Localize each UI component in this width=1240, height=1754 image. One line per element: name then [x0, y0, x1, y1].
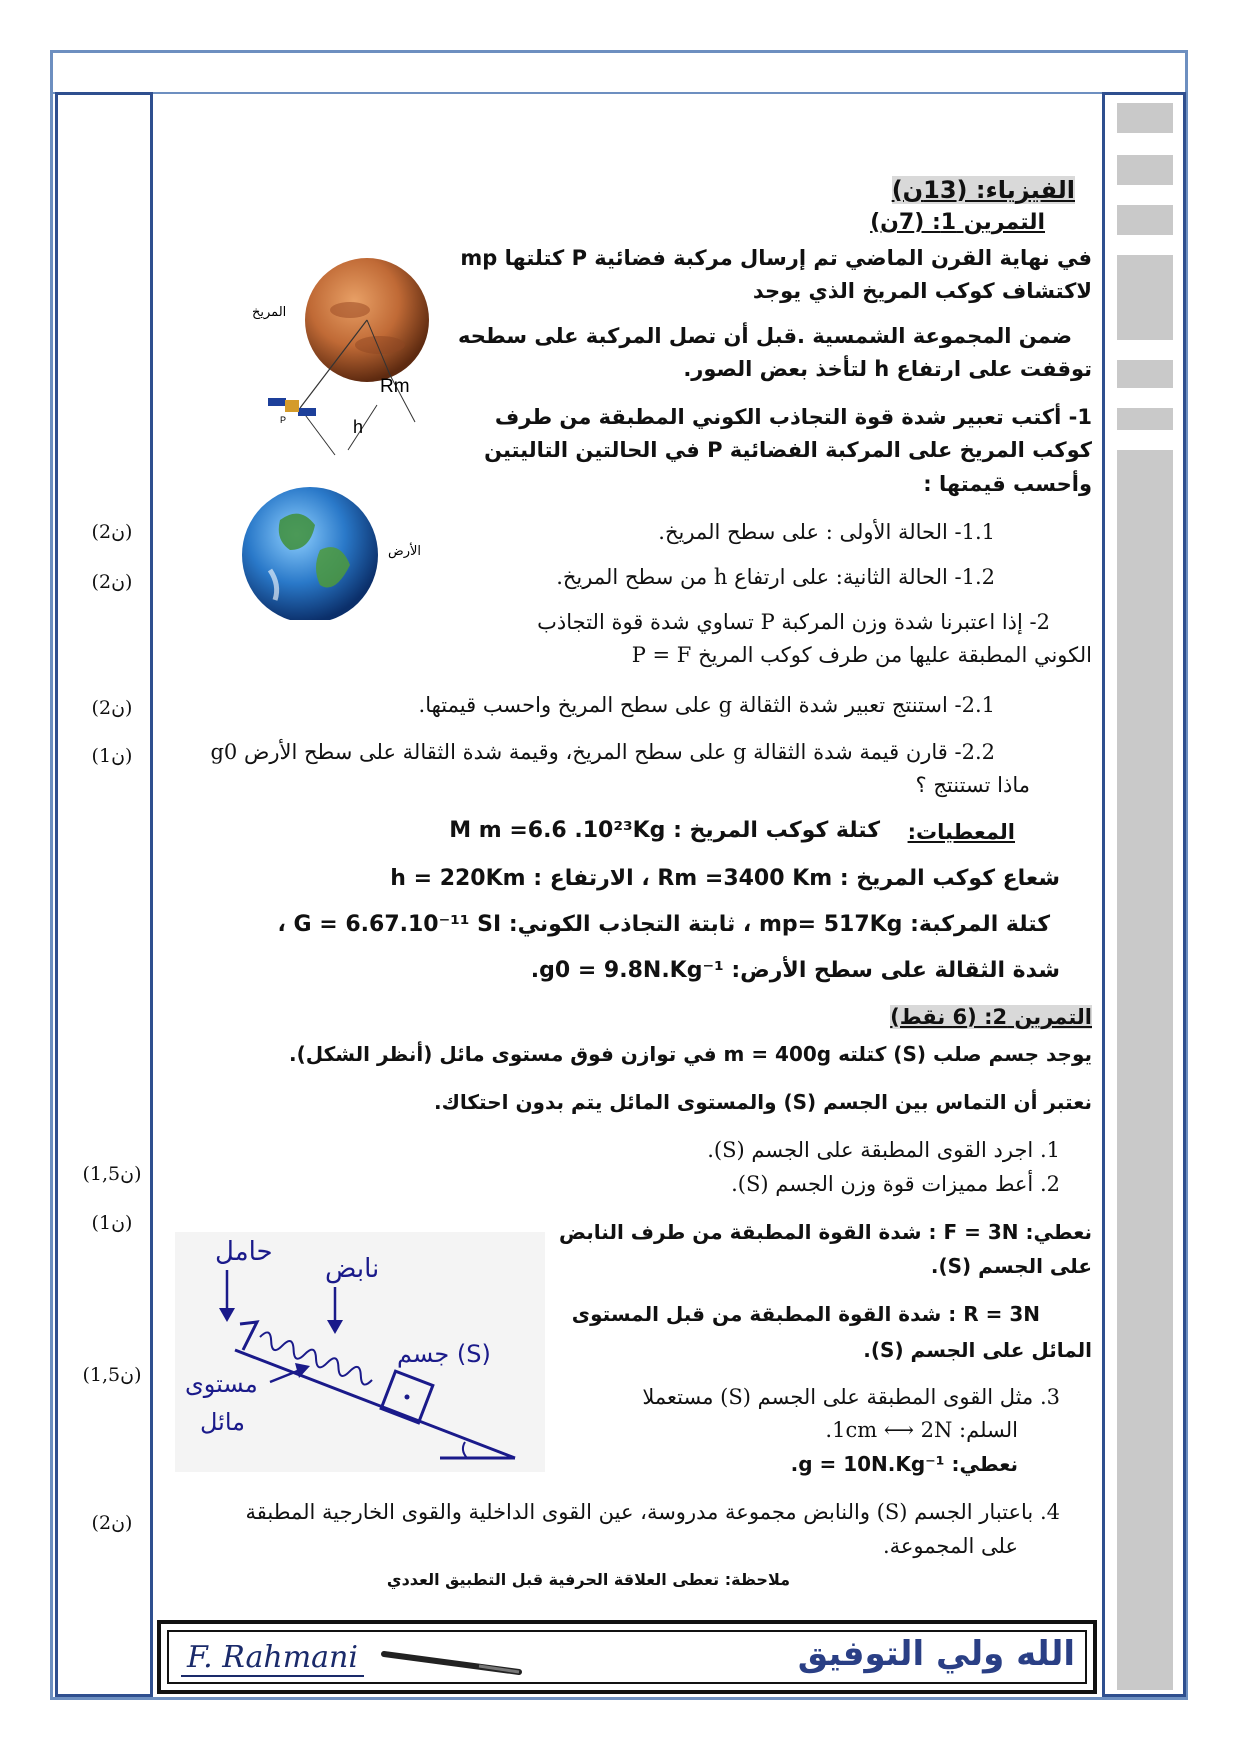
plane-label-line2: مائل: [200, 1408, 246, 1436]
ex1-intro-line3: ضمن المجموعة الشمسية .قبل أن تصل المركبة على سطحه: [458, 324, 1072, 348]
ex2-q3-line1: 3. مثل القوى المطبقة على الجسم (S) مستعملا: [642, 1385, 1060, 1409]
points-ex2-q3: (1,5ن): [82, 1364, 142, 1386]
height-label: h: [353, 417, 364, 437]
plane-label-line1: مستوى: [185, 1370, 258, 1398]
points-q1-2: (2ن): [91, 571, 133, 593]
ex2-note: ملاحظة: تعطى العلاقة الحرفية قبل التطبيق العددي: [386, 1570, 790, 1589]
given-craft-mass-G: كتلة المركبة: mp= 517Kg ، ثابتة التجاذب الكوني: G = 6.67.10⁻¹¹ SI ،: [277, 912, 1050, 937]
holder-label: حامل: [215, 1237, 273, 1267]
margin-block: [1117, 255, 1173, 340]
ex2-intro-line1: يوجد جسم صلب (S) كتلته m = 400g في توازن فوق مستوى مائل (أنظر الشكل).: [289, 1042, 1092, 1066]
margin-block: [1117, 155, 1173, 185]
ex1-q1-line3: وأحسب قيمتها :: [923, 472, 1092, 496]
ex1-q2-2-line2: ماذا تستنتج ؟: [915, 773, 1030, 797]
ex2-q4-line2: على المجموعة.: [882, 1534, 1018, 1558]
mars-label: المريخ: [252, 305, 287, 320]
spacecraft-icon: [268, 398, 316, 416]
ex1-q1-2: 1.2- الحالة الثانية: على ارتفاع h من سطح المريخ.: [556, 565, 995, 589]
ex2-q1: 1. اجرد القوى المطبقة على الجسم (S).: [707, 1138, 1060, 1162]
radius-label: Rm: [380, 376, 410, 397]
ex1-q1-line1: 1- أكتب تعبير شدة قوة التجاذب الكوني المطبقة من طرف: [494, 405, 1092, 429]
ex2-given-F-line2: على الجسم (S).: [930, 1254, 1092, 1278]
points-q1-1: (2ن): [91, 521, 133, 543]
ex2-q2: 2. أعط مميزات قوة وزن الجسم (S).: [731, 1172, 1060, 1196]
ex1-q1-1: 1.1- الحالة الأولى : على سطح المريخ.: [658, 520, 995, 544]
ex2-q4-line1: 4. باعتبار الجسم (S) والنابض مجموعة مدروسة، عين القوى الداخلية والقوى الخارجية المطبقة: [245, 1500, 1060, 1524]
ex1-q2-1: 2.1- استنتج تعبير شدة الثقالة g على سطح المريخ واحسب قيمتها.: [418, 693, 995, 717]
exercise-1-title: التمرين 1: (7ن): [870, 210, 1045, 235]
data-label: المعطيات:: [907, 820, 1015, 844]
ex1-q2-2-line1: 2.2- قارن قيمة شدة الثقالة g على سطح المريخ، وقيمة شدة الثقالة على سطح الأرض g0: [210, 740, 995, 764]
footer-box: [157, 1620, 1097, 1694]
margin-block: [1117, 408, 1173, 430]
body-label: جسم (S): [397, 1340, 491, 1368]
section-title: الفيزياء: (13ن): [891, 176, 1075, 204]
ex2-q3-line2: السلم: 1cm ⟷ 2N.: [825, 1418, 1018, 1442]
inclined-plane-figure: [175, 1232, 545, 1472]
ex2-given-R-line1: R = 3N : شدة القوة المطبقة من قبل المستوى: [571, 1302, 1040, 1326]
ex2-given-g: نعطي: g = 10N.Kg⁻¹.: [790, 1452, 1018, 1476]
points-q2-1: (2ن): [91, 697, 133, 719]
points-ex2-q2: (1ن): [91, 1212, 133, 1234]
spring-label: نابض: [325, 1254, 380, 1284]
ex2-given-F-line1: نعطي: F = 3N : شدة القوة المطبقة من طرف النابض: [558, 1220, 1092, 1244]
ex1-intro-line1: في نهاية القرن الماضي تم إرسال مركبة فضائية P كتلتها mp: [460, 246, 1092, 270]
points-ex2-q1: (1,5ن): [82, 1163, 142, 1185]
ex1-q2-line1: 2- إذا اعتبرنا شدة وزن المركبة P تساوي شدة قوة التجاذب: [537, 610, 1050, 634]
left-margin-column: [55, 92, 153, 1697]
pen-icon: [379, 1646, 529, 1682]
points-ex2-q4: (2ن): [91, 1512, 133, 1534]
given-earth-gravity: شدة الثقالة على سطح الأرض: g0 = 9.8N.Kg⁻¹.: [530, 958, 1060, 983]
points-q2-2: (1ن): [91, 745, 133, 767]
margin-block: [1117, 360, 1173, 388]
top-rule: [50, 92, 1188, 94]
ex2-intro-line2: نعتبر أن التماس بين الجسم (S) والمستوى المائل يتم بدون احتكاك.: [433, 1090, 1092, 1114]
earth-label: الأرض: [388, 544, 422, 559]
ex1-intro-line2: لاكتشاف كوكب المريخ الذي يوجد: [752, 279, 1092, 303]
exercise-2-title: التمرين 2: (6 نقط): [890, 1005, 1092, 1029]
ex2-given-R-line2: المائل على الجسم (S).: [863, 1338, 1092, 1362]
given-mars-radius-height: شعاع كوكب المريخ : Rm =3400 Km ، الارتفاع : h = 220Km: [390, 866, 1060, 891]
ex1-intro-line4: توقفت على ارتفاع h لتأخذ بعض الصور.: [683, 357, 1092, 381]
margin-block: [1117, 103, 1173, 133]
given-mars-mass: كتلة كوكب المريخ : M m =6.6 .10²³Kg: [449, 818, 880, 843]
ex1-q1-line2: كوكب المريخ على المركبة الفضائية P في الحالتين التاليتين: [484, 438, 1092, 462]
mars-spacecraft-figure: [240, 250, 480, 620]
ex1-q2-line2: الكوني المطبقة عليها من طرف كوكب المريخ P = F: [631, 643, 1092, 667]
spacecraft-label: P: [280, 415, 287, 425]
margin-block: [1117, 205, 1173, 235]
signature: F. Rahmani: [181, 1640, 364, 1677]
earth-planet: [242, 487, 378, 620]
margin-block: [1117, 450, 1173, 1690]
blessing-text: الله ولي التوفيق: [797, 1634, 1075, 1674]
